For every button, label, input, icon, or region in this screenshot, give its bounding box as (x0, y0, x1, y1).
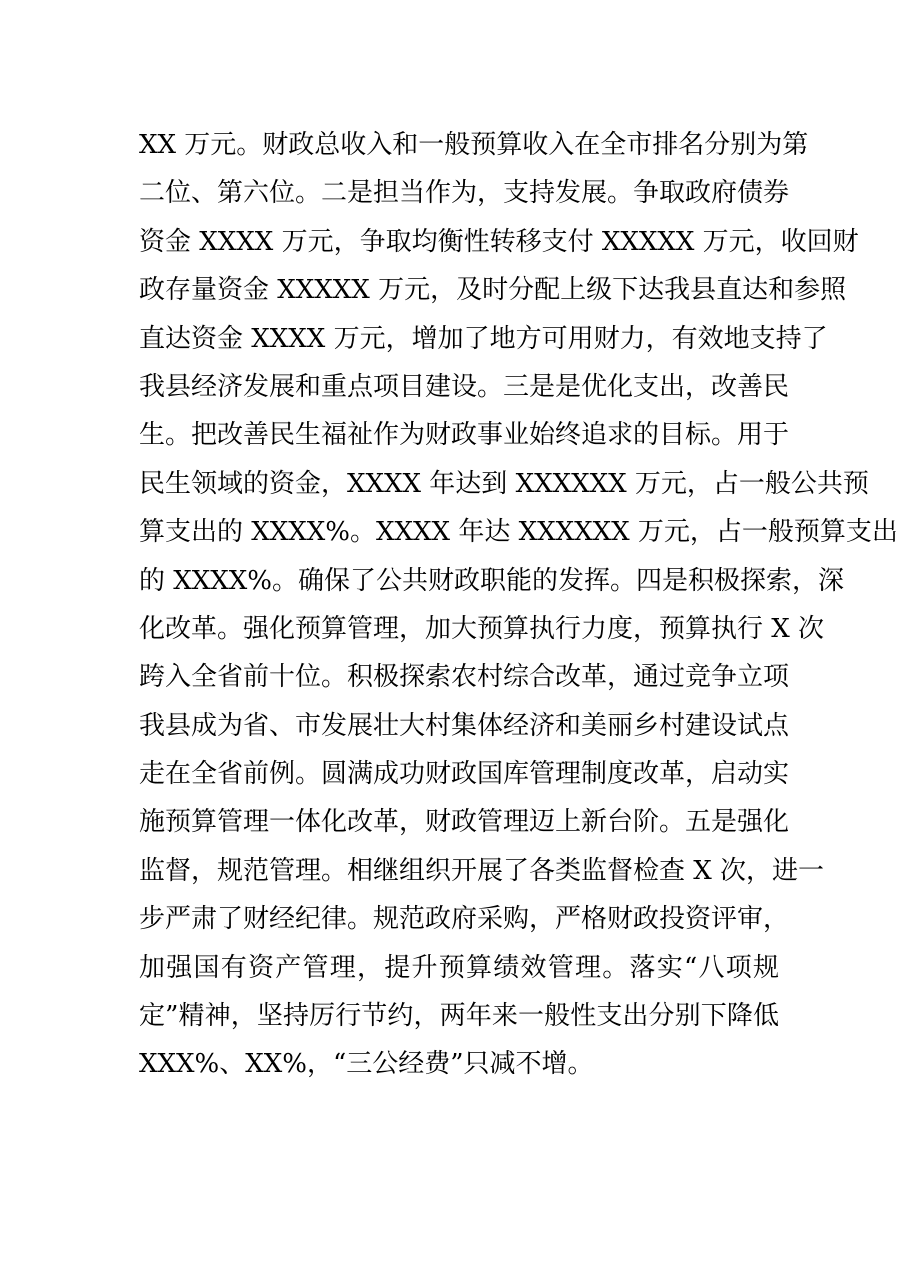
paragraph-line: 施预算管理一体化改革，财政管理迈上新台阶。五是强化 (139, 807, 790, 838)
paragraph-line: 加强国有资产管理，提升预算绩效管理。落实“八项规 (139, 952, 779, 983)
paragraph-line: 的 XXXX%。确保了公共财政职能的发挥。四是积极探索，深 (139, 565, 845, 596)
paragraph-line: 我县经济发展和重点项目建设。三是是优化支出，改善民 (139, 371, 790, 402)
paragraph-line: 跨入全省前十位。积极探索农村综合改革，通过竞争立项 (139, 662, 790, 693)
paragraph-line: 监督，规范管理。相继组织开展了各类监督检查 X 次，进一 (139, 855, 825, 886)
paragraph-line: 步严肃了财经纪律。规范政府采购，严格财政投资评审， (139, 904, 790, 935)
paragraph-line: 民生领域的资金，XXXX 年达到 XXXXXX 万元，占一般公共预 (139, 468, 869, 499)
paragraph-line: XXX%、XX%，“三公经费”只减不增。 (139, 1049, 594, 1080)
paragraph-line: 直达资金 XXXX 万元，增加了地方可用财力，有效地支持了 (139, 323, 828, 354)
paragraph-line: 资金 XXXX 万元，争取均衡性转移支付 XXXXX 万元，收回财 (139, 226, 859, 257)
paragraph-line: 算支出的 XXXX%。XXXX 年达 XXXXXX 万元，占一般预算支出 (139, 517, 898, 548)
paragraph-line: 定”精神，坚持厉行节约，两年来一般性支出分别下降低 (139, 1001, 779, 1032)
paragraph-line: 化改革。强化预算管理，加大预算执行力度，预算执行 X 次 (139, 613, 825, 644)
paragraph-line: XX 万元。财政总收入和一般预算收入在全市排名分别为第 (139, 130, 809, 160)
paragraph-line: 走在全省前例。圆满成功财政国库管理制度改革，启动实 (139, 759, 790, 790)
paragraph-line: 二位、第六位。二是担当作为，支持发展。争取政府债券 (139, 178, 790, 209)
body-paragraph (139, 121, 898, 1089)
paragraph-line: 政存量资金 XXXXX 万元，及时分配上级下达我县直达和参照 (139, 275, 847, 306)
paragraph-line: 生。把改善民生福祉作为财政事业始终追求的目标。用于 (139, 420, 790, 451)
paragraph-line: 我县成为省、市发展壮大村集体经济和美丽乡村建设试点 (139, 710, 790, 741)
